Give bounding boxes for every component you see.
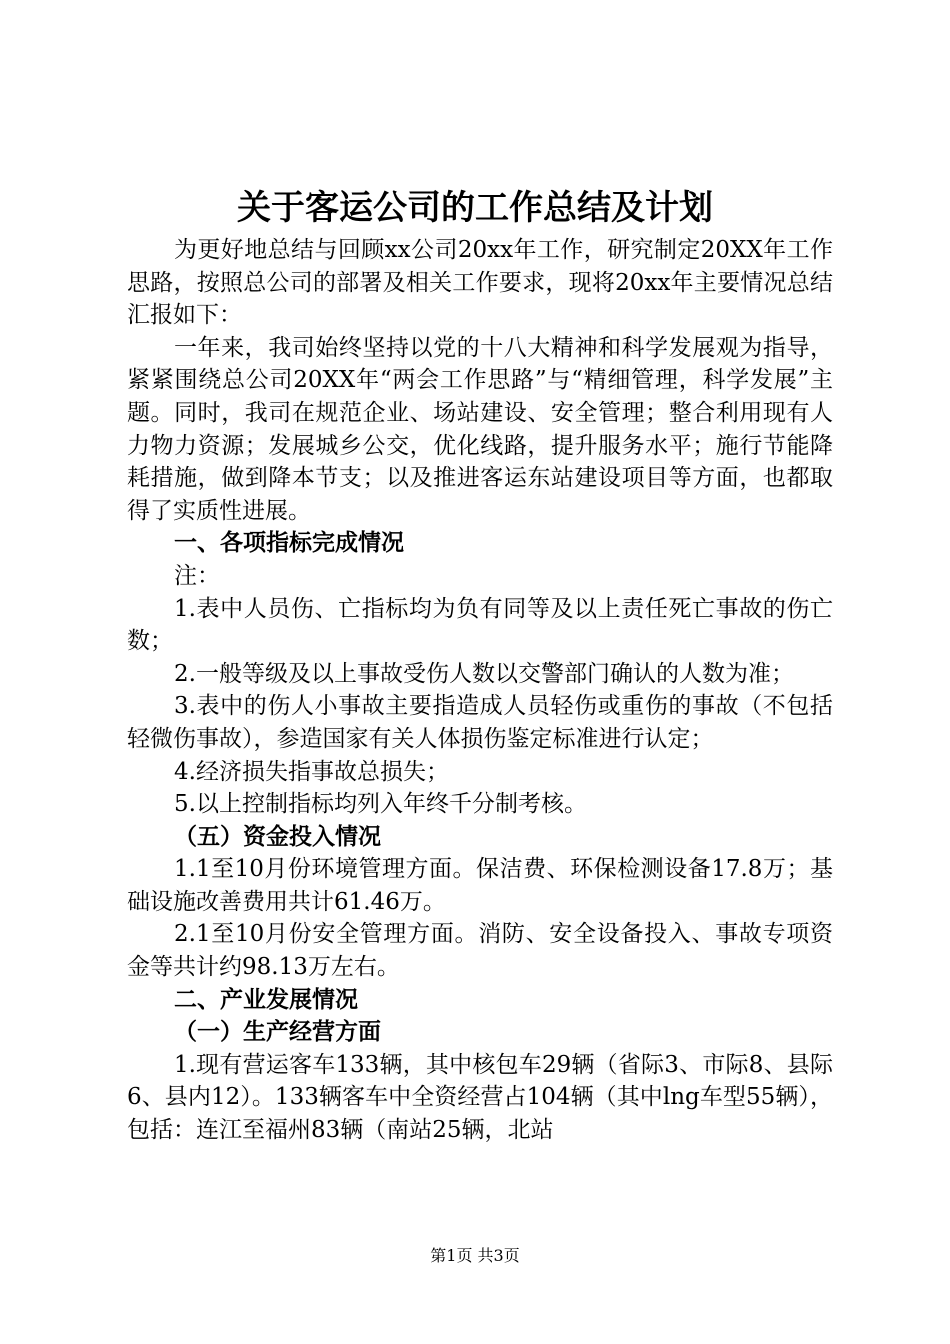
document-title: 关于客运公司的工作总结及计划: [237, 188, 713, 228]
page-footer: 第1页 共3页: [430, 1246, 520, 1265]
note-item: 4.经济损失指事故总损失；: [174, 758, 449, 785]
section-heading: 二、产业发展情况: [174, 986, 358, 1013]
note-label: 注：: [174, 562, 220, 589]
production-item: 1.现有营运客车133辆，其中核包车29辆（省际3、市际8、县际6、县内12）。133辆客车中全资经营占104辆（其中lng车型55辆），包括：连江至福州83辆（南站25辆，北站: [127, 1051, 833, 1144]
note-item: 2.一般等级及以上事故受伤人数以交警部门确认的人数为准；: [174, 660, 794, 687]
note-item: 3.表中的伤人小事故主要指造成人员轻伤或重伤的事故（不包括轻微伤事故），参造国家有关人体损伤鉴定标准进行认定；: [127, 693, 833, 752]
funds-item: 2.1至10月份安全管理方面。消防、安全设备投入、事故专项资金等共计约98.13万左右。: [127, 921, 833, 981]
subsection-heading: （一）生产经营方面: [174, 1019, 381, 1046]
note-item: 1.表中人员伤、亡指标均为负有同等及以上责任死亡事故的伤亡数；: [127, 595, 833, 655]
paragraph: 为更好地总结与回顾xx公司20xx年工作，研究制定20XX年工作思路，按照总公司的部署及相关工作要求，现将20xx年主要情况总结汇报如下：: [127, 237, 833, 329]
subsection-heading: （五）资金投入情况: [174, 823, 381, 850]
note-item: 5.以上控制指标均列入年终千分制考核。: [174, 791, 587, 818]
paragraph: 一年来，我司始终坚持以党的十八大精神和科学发展观为指导，紧紧围绕总公司20XX年“两会工作思路”与“精细管理，科学发展”主题。同时，我司在规范企业、场站建设、安全管理；整合利用现有人力物力资源；发展城乡公交，优化线路，提升服务水平；施行节能降耗措施，做到降本节支；以及推进客运东站建设项目等方面，也都取得了实质性进展。: [127, 334, 833, 524]
section-heading: 一、各项指标完成情况: [174, 530, 404, 557]
document-body: [127, 234, 833, 1147]
funds-item: 1.1至10月份环境管理方面。保洁费、环保检测设备17.8万；基础设施改善费用共计61.46万。: [127, 856, 833, 915]
